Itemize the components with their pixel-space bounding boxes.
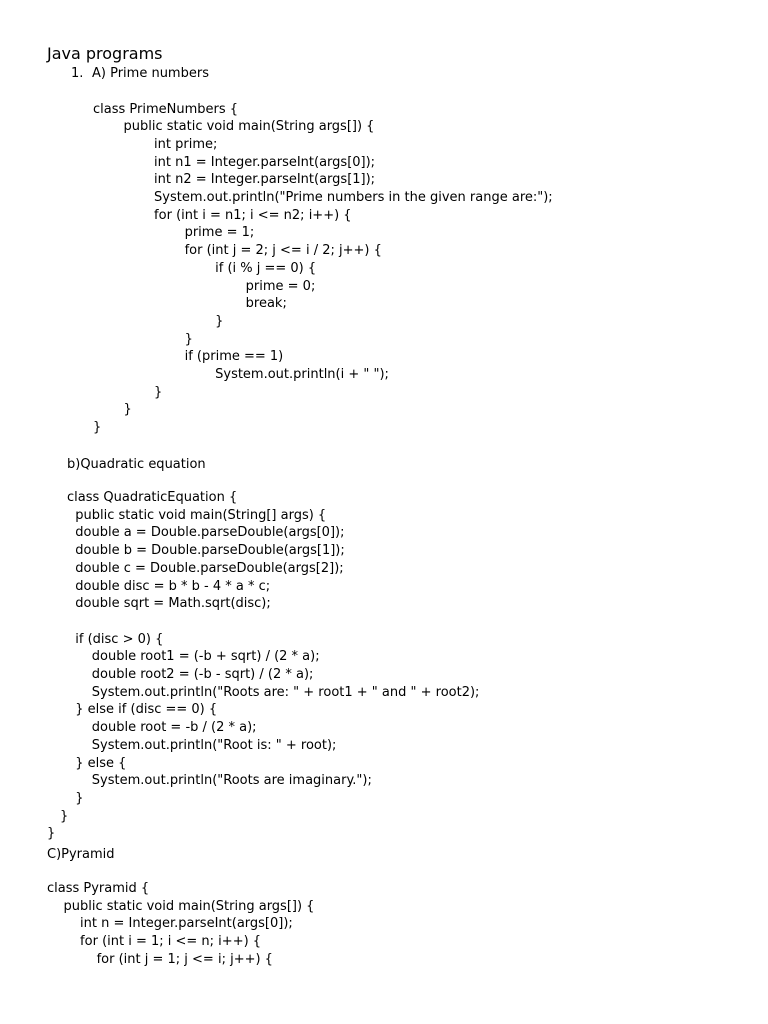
code-line: for (int i = 1; i <= n; i++) { bbox=[47, 934, 262, 950]
code-line: } bbox=[47, 826, 56, 842]
section-heading-pyramid: C)Pyramid bbox=[47, 847, 115, 862]
code-line: System.out.println("Roots are: " + root1 + " and " + root2); bbox=[67, 684, 480, 700]
code-line: double b = Double.parseDouble(args[1]); bbox=[67, 543, 345, 559]
code-line: int n2 = Integer.parseInt(args[1]); bbox=[121, 172, 376, 188]
code-line: double root2 = (-b - sqrt) / (2 * a); bbox=[67, 667, 314, 682]
code-line: class PrimeNumbers { bbox=[93, 101, 239, 117]
code-line: } bbox=[149, 313, 224, 329]
code-line: double sqrt = Math.sqrt(disc); bbox=[67, 596, 271, 612]
code-line: prime = 0; bbox=[163, 278, 316, 294]
code-line: public static void main(String args[]) { bbox=[47, 898, 315, 914]
code-line: if (i % j == 0) { bbox=[149, 260, 317, 276]
code-line: prime = 1; bbox=[135, 225, 255, 241]
code-line: double root1 = (-b + sqrt) / (2 * a); bbox=[67, 649, 320, 665]
code-line: } bbox=[67, 790, 84, 806]
code-line: break; bbox=[163, 296, 287, 312]
code-line: double a = Double.parseDouble(args[0]); bbox=[67, 525, 345, 541]
code-line: if (prime == 1) bbox=[135, 349, 284, 365]
code-line: } bbox=[93, 420, 102, 436]
code-line: } else if (disc == 0) { bbox=[67, 702, 218, 718]
code-line: double root = -b / (2 * a); bbox=[67, 720, 257, 736]
code-line: int prime; bbox=[121, 136, 218, 152]
code-line: System.out.println(i + " "); bbox=[149, 367, 389, 382]
code-line: } bbox=[135, 331, 193, 347]
code-line: for (int i = n1; i <= n2; i++) { bbox=[121, 207, 352, 223]
code-line: System.out.println("Root is: " + root); bbox=[67, 737, 337, 753]
section-heading-quadratic-equation: b)Quadratic equation bbox=[67, 456, 206, 472]
code-line: int n1 = Integer.parseInt(args[0]); bbox=[121, 154, 376, 170]
list-number: 1. bbox=[71, 66, 84, 81]
code-line: } else { bbox=[67, 755, 127, 771]
code-line: } bbox=[60, 808, 69, 824]
code-line: for (int j = 1; j <= i; j++) { bbox=[47, 951, 273, 967]
code-line: class Pyramid { bbox=[47, 881, 150, 896]
code-line: } bbox=[121, 384, 163, 400]
code-line: public static void main(String args[]) { bbox=[107, 119, 375, 135]
code-line: double disc = b * b - 4 * a * c; bbox=[67, 578, 271, 594]
code-line: System.out.println("Prime numbers in the given range are:"); bbox=[121, 190, 553, 205]
document-title: Java programs bbox=[47, 44, 163, 63]
code-line: } bbox=[107, 402, 132, 418]
code-line: if (disc > 0) { bbox=[67, 631, 164, 647]
code-line: for (int j = 2; j <= i / 2; j++) { bbox=[135, 243, 382, 259]
code-line: int n = Integer.parseInt(args[0]); bbox=[47, 916, 293, 932]
section-heading-prime-numbers: A) Prime numbers bbox=[92, 66, 209, 81]
code-line: class QuadraticEquation { bbox=[67, 490, 238, 505]
code-line: double c = Double.parseDouble(args[2]); bbox=[67, 560, 344, 576]
code-line: public static void main(String[] args) { bbox=[67, 507, 327, 523]
code-line: System.out.println("Roots are imaginary."); bbox=[67, 773, 372, 789]
